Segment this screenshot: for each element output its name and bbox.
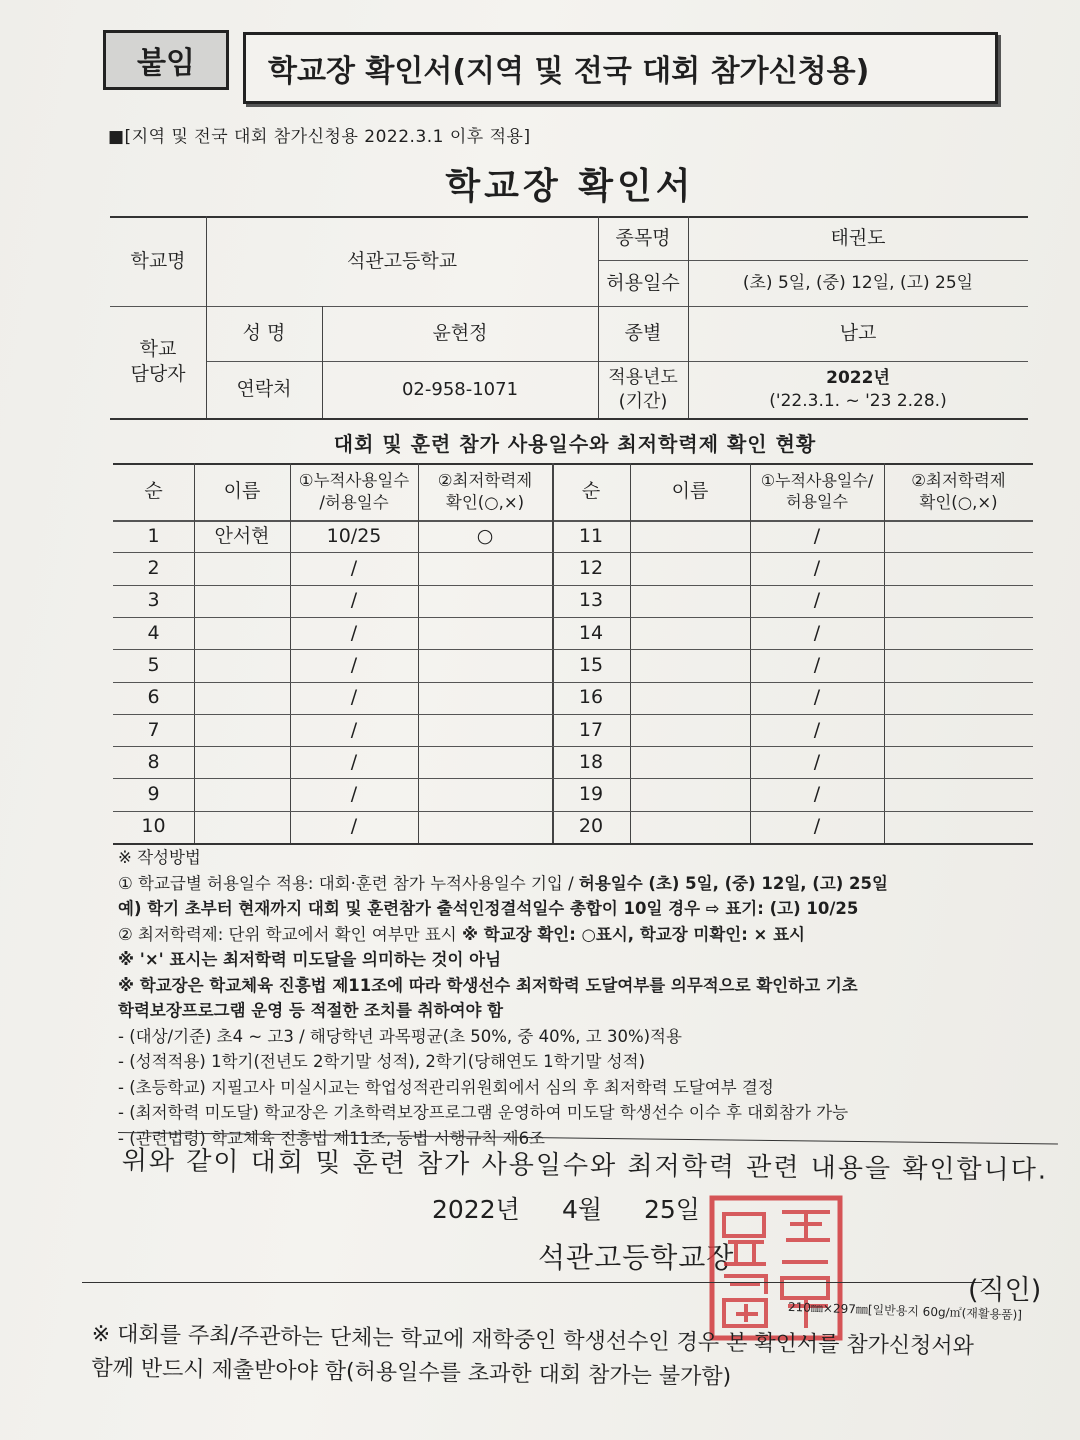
footer-line-1: ※ 대회를 주최/주관하는 단체는 학교에 재학중인 학생선수인 경우 본 확인서를 참가신청서와 <box>91 1321 974 1360</box>
name-label: 성 명 <box>242 322 286 345</box>
note-1-example: 예) 학기 초부터 현재까지 대회 및 훈련참가 출석인정결석일수 총합이 10일 경우 ⇨ 표기: (고) 10/25 <box>118 899 859 918</box>
note-1-bold: 허용일수 (초) 5일, (중) 12일, (고) 25일 <box>578 873 888 893</box>
left-row-6-check <box>418 682 552 714</box>
year-label-line2: (기간) <box>618 390 668 412</box>
official-seal-stamp <box>706 1192 846 1344</box>
right-row-1-check <box>884 520 1033 552</box>
col-header-used-2: /허용일수 <box>319 492 389 512</box>
applied-note: ■[지역 및 전국 대회 참가신청용 2022.3.1 이후 적용] <box>108 127 531 147</box>
left-row-8-name <box>194 746 290 778</box>
confirmation-statement: 위와 같이 대회 및 훈련 참가 사용일수와 최저학력 관련 내용을 확인합니다. <box>121 1145 1049 1186</box>
left-row-5-used: / <box>350 653 358 676</box>
col-header-used-1: ①누적사용일수 <box>298 471 410 491</box>
category-value: 남고 <box>839 322 877 345</box>
col-header-min-right-2: 확인(○,×) <box>919 492 998 512</box>
manager-label-line1: 학교 <box>139 338 177 361</box>
right-row-9-used: / <box>813 783 821 806</box>
detail-2: - (성적적용) 1학기(전년도 2학기말 성적), 2학기(당해연도 1학기말 성적) <box>118 1052 646 1071</box>
left-row-4-name <box>194 617 290 649</box>
contact-value: 02-958-1071 <box>401 378 519 400</box>
sport-value: 태권도 <box>830 226 886 249</box>
left-row-2-used: / <box>350 557 358 580</box>
left-row-9-used: / <box>350 783 358 806</box>
paper-spec: 210㎜×297㎜[일반용지 60g/㎡(재활용품)] <box>787 1299 1023 1323</box>
year-label <box>598 361 688 418</box>
left-row-7-used: / <box>350 718 358 741</box>
detail-4: - (최저학력 미도달) 학교장은 기초학력보장프로그램 운영하여 미도달 학생선수 이수 후 대회참가 가능 <box>118 1103 849 1122</box>
manager-label <box>110 306 206 418</box>
footer-notice <box>91 1318 1052 1399</box>
document-title: 학교장 확인서 <box>445 166 695 207</box>
col-header-name-right: 이름 <box>671 480 709 503</box>
contact-label: 연락처 <box>236 378 292 401</box>
right-row-8-check <box>884 746 1033 778</box>
right-row-1-name <box>630 520 750 552</box>
left-row-7-no: 7 <box>147 718 160 741</box>
right-row-5-check <box>884 649 1033 681</box>
left-row-7-check <box>418 714 552 746</box>
right-row-7-no: 17 <box>578 718 604 741</box>
right-row-7-check <box>884 714 1033 746</box>
right-row-7-name <box>630 714 750 746</box>
manager-label-line2: 담당자 <box>130 363 186 385</box>
left-row-5-name <box>194 649 290 681</box>
right-row-10-check <box>884 811 1033 843</box>
col-header-no: 순 <box>144 480 163 503</box>
school-value: 석관고등학교 <box>346 249 458 272</box>
col-header-used <box>290 463 418 520</box>
right-row-4-used: / <box>813 621 821 644</box>
left-row-6-used: / <box>350 686 358 709</box>
left-row-3-used: / <box>350 589 358 612</box>
col-header-used-right <box>750 463 884 520</box>
left-row-9-check <box>418 778 552 810</box>
left-row-9-no: 9 <box>147 783 160 806</box>
left-row-3-check <box>418 585 552 617</box>
right-row-4-name <box>630 617 750 649</box>
col-header-min-2: 확인(○,×) <box>445 492 525 512</box>
right-row-5-used: / <box>813 653 821 676</box>
right-row-6-name <box>630 682 750 714</box>
left-row-9-name <box>194 778 290 810</box>
col-header-min-1: ②최저학력제 <box>437 471 533 491</box>
name-value: 윤현정 <box>432 322 488 345</box>
right-row-4-no: 14 <box>578 621 604 644</box>
left-row-10-name <box>194 811 290 843</box>
date-month: 4월 <box>562 1195 603 1224</box>
right-row-8-name <box>630 746 750 778</box>
left-row-5-check <box>418 649 552 681</box>
right-row-2-no: 12 <box>578 557 604 580</box>
left-row-1-used: 10/25 <box>326 524 382 547</box>
right-row-3-used: / <box>813 589 821 612</box>
school-label: 학교명 <box>130 249 186 272</box>
right-row-3-name <box>630 585 750 617</box>
note-2-bold: ※ 학교장 확인: ○표시, 학교장 미확인: × 표시 <box>461 924 805 944</box>
right-row-2-check <box>884 552 1033 584</box>
left-row-1-no: 1 <box>147 524 160 547</box>
principal-name: 석관고등학교장 <box>538 1241 735 1274</box>
right-row-9-check <box>884 778 1033 810</box>
left-row-8-check <box>418 746 552 778</box>
left-row-1-name: 안서현 <box>214 524 270 547</box>
right-row-1-used: / <box>813 524 821 547</box>
right-row-6-no: 16 <box>578 686 604 709</box>
footer-line-2: 함께 반드시 제출받아야 함(허용일수를 초과한 대회 참가는 불가함) <box>91 1355 732 1390</box>
note-1 <box>118 871 1063 897</box>
note-4b: 학력보장프로그램 운영 등 적절한 조치를 취하여야 함 <box>118 1001 504 1020</box>
allowed-days-label: 허용일수 <box>606 271 680 294</box>
left-row-4-check <box>418 617 552 649</box>
status-section-title: 대회 및 훈련 참가 사용일수와 최저학력제 확인 현황 <box>333 432 817 456</box>
year-value-year: 2022년 <box>826 368 890 389</box>
col-header-name: 이름 <box>223 480 261 503</box>
detail-1: - (대상/기준) 초4 ~ 고3 / 해당학년 과목평균(초 50%, 중 40%, 고 30%)적용 <box>118 1026 682 1046</box>
allowed-days-value: (초) 5일, (중) 12일, (고) 25일 <box>742 272 974 293</box>
left-row-8-no: 8 <box>147 750 160 773</box>
date-day: 25일 <box>644 1195 700 1224</box>
left-row-10-used: / <box>350 815 358 838</box>
detail-5: - (관련법령) 학교체육 진흥법 제11조, 동법 시행규칙 제6조 <box>118 1128 545 1148</box>
date-year: 2022년 <box>432 1195 520 1224</box>
col-header-min-right <box>884 463 1033 520</box>
col-header-used-right-1: ①누적사용일수/ <box>760 470 874 490</box>
right-row-6-used: / <box>813 686 821 709</box>
seal-label: (직인) <box>968 1275 1042 1306</box>
right-row-2-name <box>630 552 750 584</box>
right-row-3-check <box>884 585 1033 617</box>
left-row-2-no: 2 <box>147 557 160 580</box>
year-value <box>688 361 1028 418</box>
right-row-5-no: 15 <box>578 653 604 676</box>
right-row-10-used: / <box>813 815 821 838</box>
col-header-min <box>418 463 552 520</box>
right-row-8-no: 18 <box>578 750 604 773</box>
left-row-8-used: / <box>350 750 358 773</box>
left-row-1-check: ○ <box>476 524 494 547</box>
notes-heading: ※ 작성방법 <box>118 848 201 867</box>
detail-3: - (초등학교) 지필고사 미실시교는 학업성적관리위원회에서 심의 후 최저학력 도달여부 결정 <box>118 1077 774 1097</box>
left-row-2-check <box>418 552 552 584</box>
left-row-4-no: 4 <box>147 621 160 644</box>
left-row-3-no: 3 <box>147 589 160 612</box>
right-row-10-name <box>630 811 750 843</box>
left-row-2-name <box>194 552 290 584</box>
year-label-line1: 적용년도 <box>608 367 678 389</box>
col-header-min-right-1: ②최저학력제 <box>911 471 1006 491</box>
right-row-6-check <box>884 682 1033 714</box>
right-row-10-no: 20 <box>578 815 604 838</box>
right-row-5-name <box>630 649 750 681</box>
sport-label: 종목명 <box>615 226 671 249</box>
right-row-8-used: / <box>813 750 821 773</box>
note-2-text: ② 최저학력제: 단위 학교에서 확인 여부만 표시 <box>118 924 462 944</box>
writing-instructions <box>118 845 1063 1151</box>
col-header-no-right: 순 <box>581 480 601 503</box>
right-row-1-no: 11 <box>578 524 604 547</box>
note-3: ※ '×' 표시는 최저학력 미도달을 의미하는 것이 아님 <box>118 950 502 969</box>
left-row-6-no: 6 <box>147 686 160 709</box>
col-header-used-right-2: 허용일수 <box>786 491 848 511</box>
note-1-text: ① 학교급별 허용일수 적용: 대회·훈련 참가 누적사용일수 기입 / <box>118 873 579 893</box>
banner-title: 학교장 확인서(지역 및 전국 대회 참가신청용) <box>243 32 998 104</box>
left-row-4-used: / <box>350 621 358 644</box>
category-label: 종별 <box>624 322 662 345</box>
year-value-period: ('22.3.1. ~ '23 2.28.) <box>769 390 947 411</box>
note-2 <box>118 922 1063 948</box>
left-row-7-name <box>194 714 290 746</box>
left-row-10-no: 10 <box>141 815 166 838</box>
right-row-3-no: 13 <box>578 589 604 612</box>
right-row-2-used: / <box>813 557 821 580</box>
left-row-10-check <box>418 811 552 843</box>
attachment-tag: 붙임 <box>103 30 229 90</box>
right-row-4-check <box>884 617 1033 649</box>
right-row-9-no: 19 <box>578 783 604 806</box>
note-4a: ※ 학교장은 학교체육 진흥법 제11조에 따라 학생선수 최저학력 도달여부를 의무적으로 확인하고 기초 <box>118 975 858 995</box>
right-row-7-used: / <box>813 718 821 741</box>
right-row-9-name <box>630 778 750 810</box>
left-row-6-name <box>194 682 290 714</box>
left-row-3-name <box>194 585 290 617</box>
left-row-5-no: 5 <box>147 653 160 676</box>
